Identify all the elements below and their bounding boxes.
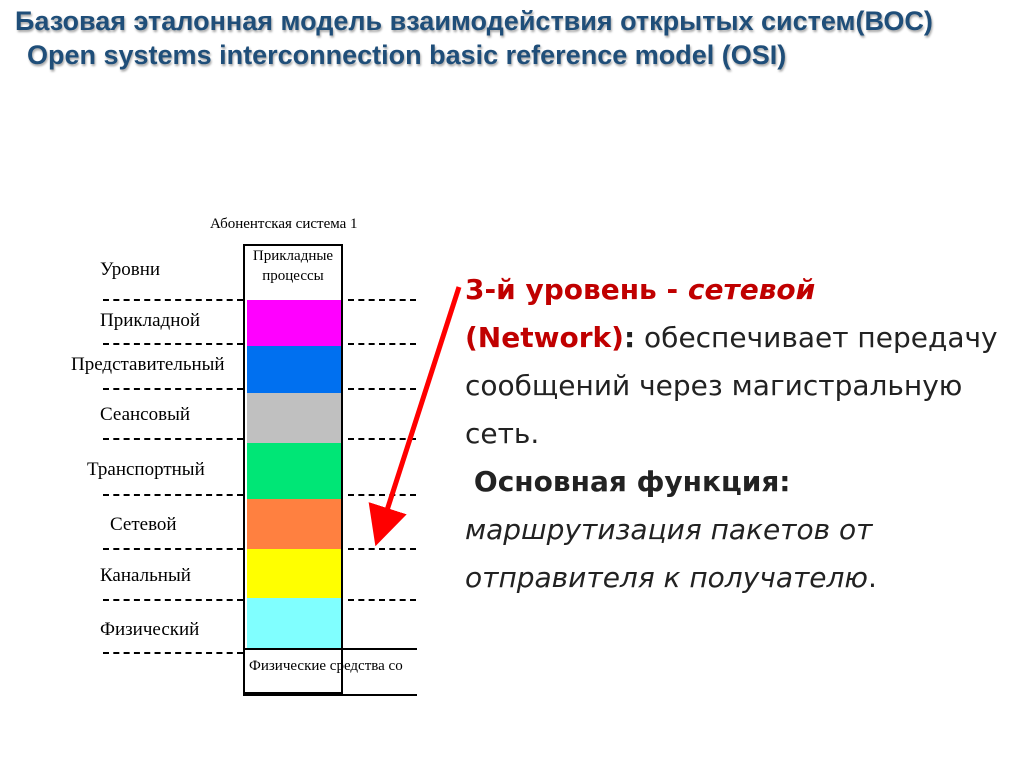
layer-name-presentation: Представительный	[71, 354, 225, 375]
layer-name-session: Сеансовый	[100, 404, 191, 425]
layer-name-physical: Физический	[100, 619, 200, 640]
layer-name-data-link: Канальный	[100, 565, 191, 586]
layer-name-network: Сетевой	[110, 514, 177, 535]
levels-label: Уровни	[100, 259, 161, 280]
layer-name-transport: Транспортный	[87, 459, 205, 480]
desc-colon: :	[623, 321, 636, 354]
system-label: Абонентская система 1	[210, 216, 358, 232]
application-processes-header: Прикладные процессы	[252, 248, 334, 284]
title-russian: Базовая эталонная модель взаимодействия открытых систем(ВОС)	[15, 6, 933, 36]
desc-function-label: Основная функция:	[473, 465, 791, 498]
layer-name-application: Прикладной	[100, 310, 201, 331]
desc-heading: 3-й уровень -	[465, 273, 688, 306]
desc-network-term: (Network)	[465, 321, 624, 354]
desc-text: обеспечивает передачу сообщений через магистральную сеть.	[465, 321, 998, 450]
desc-function-text: маршрутизация пакетов от отправителя к получателю	[465, 513, 873, 594]
desc-period: .	[867, 561, 877, 594]
title-english: Open systems interconnection basic reference model (OSI)	[27, 40, 787, 70]
desc-heading-italic: сетевой	[687, 273, 816, 306]
physical-media-label: Физические средства со	[249, 658, 403, 674]
network-layer-description	[465, 266, 1005, 602]
